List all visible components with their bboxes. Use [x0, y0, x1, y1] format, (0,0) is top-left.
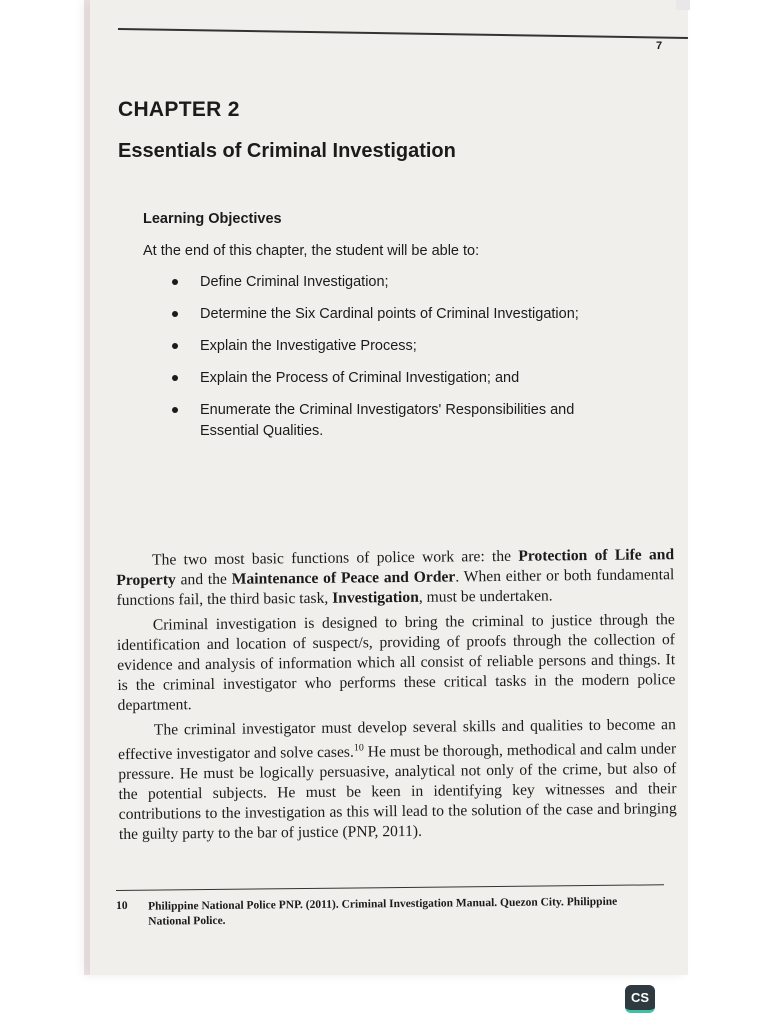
footnote-number: 10 — [116, 899, 128, 912]
camscanner-logo-icon: CS — [625, 985, 655, 1013]
objective-text: Enumerate the Criminal Investigators' Responsibilities and Essential Qualities. — [200, 402, 575, 439]
p3-text: The criminal investigator must develop several skills and qualities to become an effective investigator and solve cases. — [118, 716, 676, 764]
objective-item — [172, 400, 620, 442]
p1-bold-protection: Protection of Life and Property — [116, 546, 675, 589]
paragraph-2: Criminal investigation is designed to bring the criminal to justice through the identification and location of suspect/s, providing of proofs through the collection of evidence and analysis of information which all consist of reliable persons and things. It is the criminal investigator who performs these critical tasks in the modern police department. — [116, 611, 676, 714]
p1-text: , must be undertaken. — [418, 587, 553, 606]
page-number: 7 — [656, 40, 663, 52]
objective-item — [172, 272, 622, 293]
objective-item — [172, 368, 622, 389]
p3-text: He must be thorough, methodical and calm under pressure. He must be logically persuasive, analytical not only of the crime, but also of the potential subjects. He must be keen in identifying key witnesses and their contributions to the investigation as this will lead to the solution of the case and bringing the guilty party to the bar of justice (PNP, 2011). — [118, 740, 677, 843]
page-corner — [676, 0, 690, 10]
chapter-title: Essentials of Criminal Investigation — [118, 140, 456, 162]
paragraph-1 — [116, 545, 675, 610]
body-text — [116, 545, 677, 850]
bullet-icon — [172, 343, 178, 349]
chapter-label: CHAPTER 2 — [118, 98, 240, 121]
bullet-icon — [172, 279, 178, 285]
objective-text: Determine the Six Cardinal points of Criminal Investigation; — [200, 306, 579, 322]
p1-bold-maintenance: Maintenance of Peace and Order — [231, 568, 456, 588]
p1-text: The two most basic functions of police work are: the — [152, 547, 519, 569]
footnote-text: Philippine National Police PNP. (2011). Criminal Investigation Manual. Quezon City. Philippine National Police. — [148, 895, 618, 928]
bullet-icon — [172, 375, 178, 381]
objective-item — [172, 336, 622, 357]
objective-text: Explain the Process of Criminal Investigation; and — [200, 370, 520, 386]
p1-text: and the — [175, 570, 232, 589]
learning-objectives-heading: Learning Objectives — [143, 211, 282, 227]
footnote — [116, 894, 656, 930]
objectives-list — [172, 272, 622, 453]
bullet-icon — [172, 407, 178, 413]
objective-text: Explain the Investigative Process; — [200, 338, 417, 354]
footnote-reference: 10 — [353, 742, 364, 754]
p1-bold-investigation: Investigation — [332, 588, 419, 607]
paragraph-3 — [118, 716, 677, 845]
objective-item — [172, 304, 622, 325]
objective-text: Define Criminal Investigation; — [200, 274, 389, 290]
bullet-icon — [172, 311, 178, 317]
p1-text: . When either or both fundamental functions fail, the third basic task, — [116, 565, 675, 609]
learning-objectives-intro: At the end of this chapter, the student will be able to: — [143, 243, 480, 259]
